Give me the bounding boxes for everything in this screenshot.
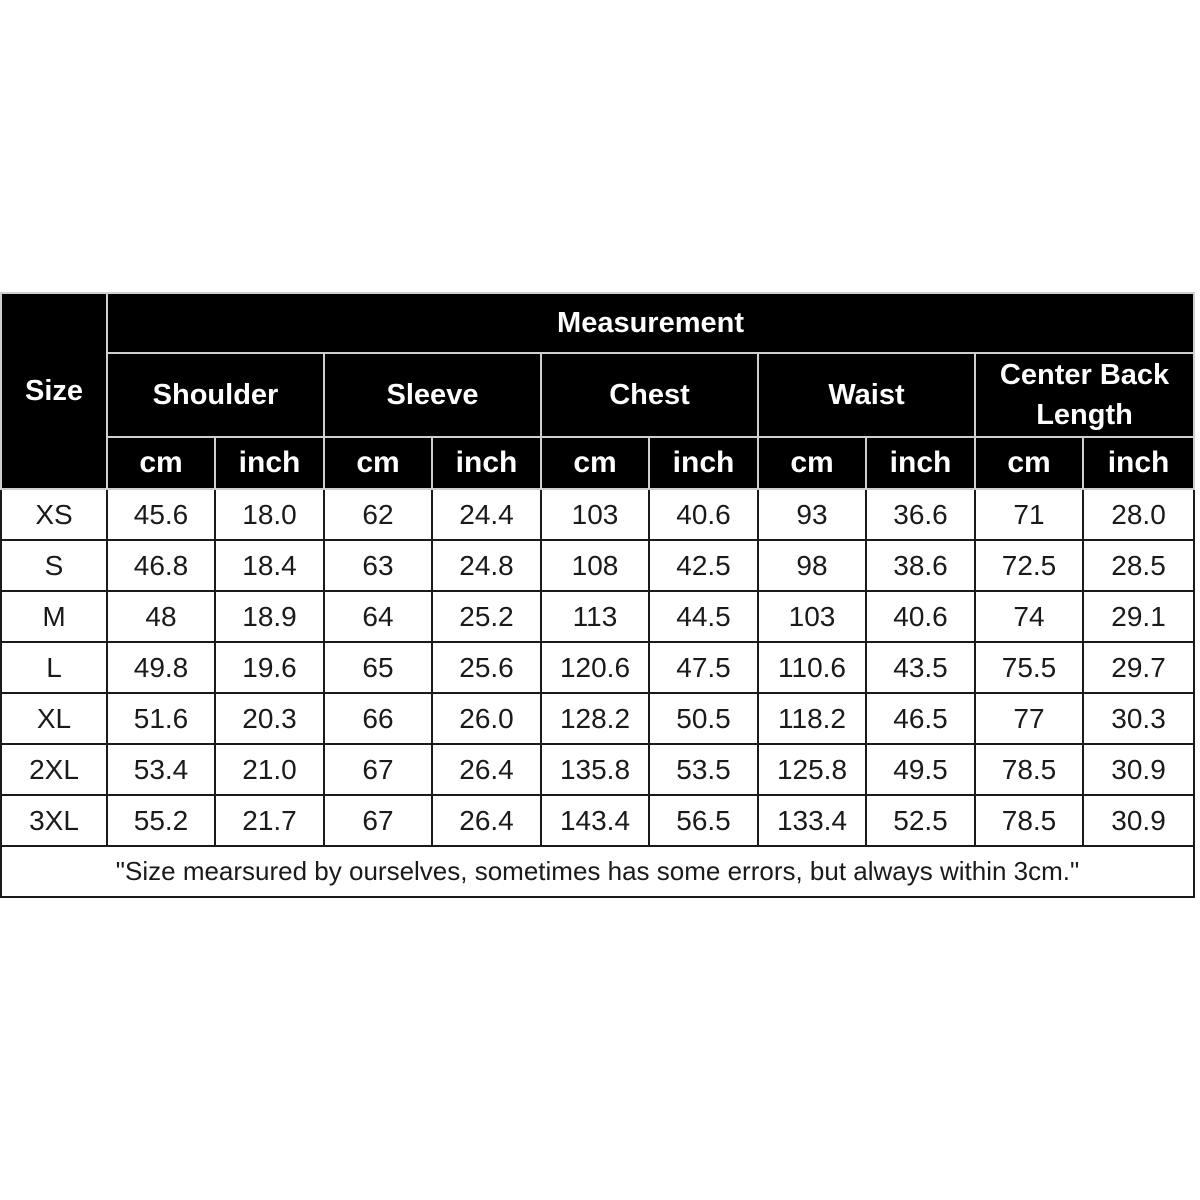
- measurement-cell: 40.6: [866, 591, 975, 642]
- measurement-cell: 18.4: [215, 540, 324, 591]
- measurement-cell: 51.6: [107, 693, 215, 744]
- table-footer: [1, 846, 1194, 897]
- measurement-cell: 48: [107, 591, 215, 642]
- measurement-cell: 67: [324, 744, 432, 795]
- measurement-cell: 143.4: [541, 795, 649, 846]
- category-header-chest: Chest: [541, 353, 758, 437]
- table-row: [1, 540, 1194, 591]
- measurement-cell: 62: [324, 489, 432, 540]
- measurement-cell: 46.8: [107, 540, 215, 591]
- measurement-cell: 47.5: [649, 642, 758, 693]
- measurement-cell: 98: [758, 540, 866, 591]
- measurement-cell: 110.6: [758, 642, 866, 693]
- unit-header-inch: inch: [866, 437, 975, 489]
- unit-header-inch: inch: [649, 437, 758, 489]
- measurement-cell: 42.5: [649, 540, 758, 591]
- measurement-cell: 78.5: [975, 744, 1083, 795]
- measurement-cell: 26.4: [432, 744, 541, 795]
- measurement-cell: 25.6: [432, 642, 541, 693]
- measurement-cell: 66: [324, 693, 432, 744]
- measurement-cell: 30.3: [1083, 693, 1194, 744]
- measurement-cell: 74: [975, 591, 1083, 642]
- measurement-cell: 65: [324, 642, 432, 693]
- measurement-cell: 125.8: [758, 744, 866, 795]
- table-row: [1, 489, 1194, 540]
- measurement-cell: 56.5: [649, 795, 758, 846]
- measurement-cell: 55.2: [107, 795, 215, 846]
- size-cell: XL: [1, 693, 107, 744]
- size-chart-table: [0, 292, 1195, 898]
- unit-header-inch: inch: [432, 437, 541, 489]
- measurement-cell: 20.3: [215, 693, 324, 744]
- size-cell: XS: [1, 489, 107, 540]
- measurement-cell: 93: [758, 489, 866, 540]
- table-row: [1, 744, 1194, 795]
- measurement-cell: 63: [324, 540, 432, 591]
- measurement-cell: 46.5: [866, 693, 975, 744]
- measurement-cell: 120.6: [541, 642, 649, 693]
- measurement-cell: 50.5: [649, 693, 758, 744]
- measurement-cell: 26.0: [432, 693, 541, 744]
- measurement-cell: 45.6: [107, 489, 215, 540]
- unit-header-inch: inch: [1083, 437, 1194, 489]
- measurement-note: "Size mearsured by ourselves, sometimes has some errors, but always within 3cm.": [1, 846, 1194, 897]
- measurement-cell: 53.5: [649, 744, 758, 795]
- measurement-cell: 71: [975, 489, 1083, 540]
- unit-header-cm: cm: [107, 437, 215, 489]
- category-header-center-back-length: Center Back Length: [975, 353, 1194, 437]
- measurement-cell: 40.6: [649, 489, 758, 540]
- measurement-cell: 28.5: [1083, 540, 1194, 591]
- size-cell: S: [1, 540, 107, 591]
- measurement-header: Measurement: [107, 293, 1194, 353]
- measurement-cell: 103: [541, 489, 649, 540]
- table-body: [1, 489, 1194, 846]
- measurement-cell: 113: [541, 591, 649, 642]
- table-header: [1, 293, 1194, 489]
- category-header-sleeve: Sleeve: [324, 353, 541, 437]
- measurement-cell: 133.4: [758, 795, 866, 846]
- measurement-cell: 18.9: [215, 591, 324, 642]
- table-row: [1, 591, 1194, 642]
- measurement-cell: 25.2: [432, 591, 541, 642]
- measurement-cell: 19.6: [215, 642, 324, 693]
- category-header-waist: Waist: [758, 353, 975, 437]
- measurement-cell: 78.5: [975, 795, 1083, 846]
- measurement-cell: 43.5: [866, 642, 975, 693]
- size-cell: M: [1, 591, 107, 642]
- measurement-cell: 53.4: [107, 744, 215, 795]
- measurement-cell: 135.8: [541, 744, 649, 795]
- unit-header-inch: inch: [215, 437, 324, 489]
- unit-header-cm: cm: [324, 437, 432, 489]
- measurement-cell: 128.2: [541, 693, 649, 744]
- measurement-cell: 29.1: [1083, 591, 1194, 642]
- measurement-cell: 49.5: [866, 744, 975, 795]
- size-cell: L: [1, 642, 107, 693]
- measurement-cell: 103: [758, 591, 866, 642]
- measurement-cell: 21.0: [215, 744, 324, 795]
- measurement-cell: 77: [975, 693, 1083, 744]
- measurement-cell: 26.4: [432, 795, 541, 846]
- measurement-cell: 28.0: [1083, 489, 1194, 540]
- unit-header-cm: cm: [758, 437, 866, 489]
- measurement-cell: 36.6: [866, 489, 975, 540]
- measurement-cell: 108: [541, 540, 649, 591]
- category-header-shoulder: Shoulder: [107, 353, 324, 437]
- table-row: [1, 693, 1194, 744]
- measurement-cell: 72.5: [975, 540, 1083, 591]
- measurement-cell: 30.9: [1083, 744, 1194, 795]
- table-row: [1, 795, 1194, 846]
- size-cell: 2XL: [1, 744, 107, 795]
- measurement-cell: 24.8: [432, 540, 541, 591]
- unit-header-cm: cm: [975, 437, 1083, 489]
- measurement-cell: 18.0: [215, 489, 324, 540]
- measurement-cell: 75.5: [975, 642, 1083, 693]
- table-row: [1, 642, 1194, 693]
- measurement-cell: 29.7: [1083, 642, 1194, 693]
- size-chart: [0, 292, 1193, 898]
- measurement-cell: 118.2: [758, 693, 866, 744]
- size-cell: 3XL: [1, 795, 107, 846]
- measurement-cell: 49.8: [107, 642, 215, 693]
- measurement-cell: 44.5: [649, 591, 758, 642]
- measurement-cell: 30.9: [1083, 795, 1194, 846]
- measurement-cell: 38.6: [866, 540, 975, 591]
- measurement-cell: 24.4: [432, 489, 541, 540]
- unit-header-cm: cm: [541, 437, 649, 489]
- size-column-header: Size: [1, 293, 107, 489]
- measurement-cell: 64: [324, 591, 432, 642]
- measurement-cell: 21.7: [215, 795, 324, 846]
- measurement-cell: 52.5: [866, 795, 975, 846]
- measurement-cell: 67: [324, 795, 432, 846]
